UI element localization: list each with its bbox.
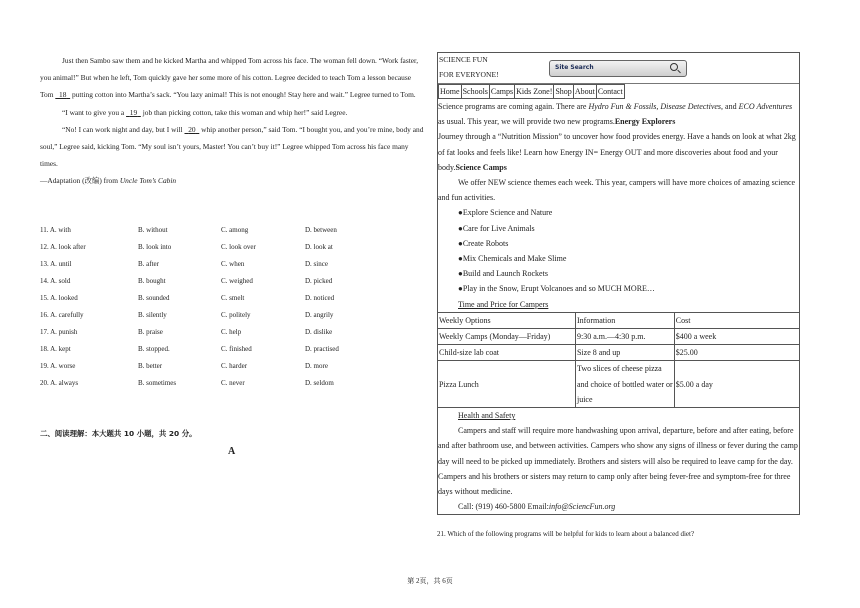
passage-text: job than picking cotton, take this woman and whip her!” said Legree. [142, 107, 348, 117]
option-cell: D. between [305, 226, 337, 234]
option-cell: B. look into [138, 243, 172, 251]
webpage-frame [437, 52, 800, 515]
option-cell: B. praise [138, 328, 163, 336]
table-cell: Size 8 and up [575, 345, 674, 361]
section-2-heading: 二、阅读理解：本大题共 10 小题，共 20 分。 [40, 429, 197, 438]
table-cell: Weekly Options [438, 312, 576, 328]
table-row [438, 361, 800, 408]
option-cell: D. look at [305, 243, 333, 251]
activity-item: ●Mix Chemicals and Make Slime [458, 254, 567, 264]
passage-paragraph-3 [40, 121, 425, 173]
option-cell: B. without [138, 226, 168, 234]
table-cell: Pizza Lunch [438, 361, 576, 408]
option-row [40, 256, 425, 273]
science-camps-text: We offer NEW science themes each week. This year, campers will have more choices of amazing science and fun activities. [438, 178, 796, 203]
option-cell: B. bought [138, 277, 166, 285]
option-cell: 12. A. look after [40, 243, 86, 251]
option-row [40, 290, 425, 307]
table-row [438, 329, 800, 345]
section-letter: A [228, 446, 236, 457]
table-cell: $25.00 [674, 345, 799, 361]
blank-19: 19 [129, 107, 138, 117]
option-cell: 20. A. always [40, 379, 79, 387]
option-cell: C. finished [221, 345, 252, 353]
site-title: SCIENCE FUN FOR EVERYONE! [439, 55, 499, 79]
table-row [438, 345, 800, 361]
programs-intro: Science programs are coming again. There are Hydro Fun & Fossils, Disease Detectives, and ECO Adventures as usual. This year, we will provide two new programs.Energy Explorers [438, 102, 793, 127]
nav-item[interactable]: Kids Zone! [514, 84, 554, 99]
table-cell: Weekly Camps (Monday—Friday) [438, 329, 576, 345]
bullet-icon: ● [458, 269, 463, 279]
search-icon[interactable] [670, 63, 678, 71]
option-row [40, 273, 425, 290]
time-price-heading: Time and Price for Campers [458, 299, 549, 309]
activities-list [438, 205, 799, 296]
option-cell: D. dislike [305, 328, 333, 336]
option-cell: C. smelt [221, 294, 245, 302]
passage-text: Just then Sambo saw them and he kicked Martha and whipped Tom across his face. The woman fell down. “Work faster, you animal!” But when he left, Tom quickly gave her some more of his cotton. Legree decided to teach Tom a lesson because Tom [40, 56, 419, 100]
option-cell: B. after [138, 260, 159, 268]
nav-item[interactable]: About [573, 84, 597, 99]
activity-item: ●Create Robots [458, 238, 509, 248]
nav-item[interactable]: Contact [596, 84, 625, 99]
option-row [40, 375, 425, 392]
energy-explorers-heading: Energy Explorers [614, 117, 676, 127]
option-cell: 17. A. punish [40, 328, 78, 336]
health-heading: Health and Safety [458, 411, 516, 421]
search-label: Site Search [555, 64, 594, 71]
bullet-icon: ● [458, 284, 463, 294]
passage-paragraph-1 [40, 52, 425, 104]
option-cell: C. help [221, 328, 242, 336]
source-title: Uncle Tom’s Cabin [119, 176, 177, 186]
adaptation-note: —Adaptation (改编) from Uncle Tom’s Cabin [40, 176, 177, 186]
option-cell: D. since [305, 260, 328, 268]
passage-paragraph-2 [40, 104, 425, 121]
nav-item[interactable]: Shop [553, 84, 573, 99]
option-cell: C. weighed [221, 277, 253, 285]
option-cell: D. seldom [305, 379, 334, 387]
option-cell: C. look over [221, 243, 256, 251]
table-cell: 9:30 a.m.—4:30 p.m. [575, 329, 674, 345]
option-cell: 13. A. until [40, 260, 72, 268]
nav-item[interactable]: Home [438, 84, 462, 99]
health-text: Campers and staff will require more handwashing upon arrival, departure, before and after eating, before and after bathroom use, and between activities. Campers who show any signs of illness or fever during the camp day will need to be picked up immediately. Brothers and sisters will also be required to leave camp for the day. Campers and his brothers or sisters may return to camp only after being fever-free and symptom-free for three days without medicine. [438, 426, 798, 497]
option-cell: D. picked [305, 277, 333, 285]
option-cell: D. noticed [305, 294, 335, 302]
price-table [437, 312, 800, 408]
table-cell: $5.00 a day [674, 361, 799, 408]
option-cell: B. sometimes [138, 379, 177, 387]
activity-item: ●Play in the Snow, Erupt Volcanoes and so MUCH MORE… [458, 284, 655, 294]
site-search-box[interactable] [549, 60, 687, 77]
activity-item: ●Explore Science and Nature [458, 208, 553, 218]
option-cell: 16. A. carefully [40, 311, 84, 319]
option-row [40, 341, 425, 358]
passage-text: whip another person,” said Tom. “I bought you, and you’re mine, body and soul,” Legree said, kicking Tom. “My soul isn’t yours, Master! You can’t buy it!” Legree whipped Tom across his face many times. [40, 124, 424, 169]
option-cell: C. politely [221, 311, 251, 319]
bullet-icon: ● [458, 238, 463, 248]
question-21: 21. Which of the following programs will be helpful for kids to learn about a balanced diet? [437, 530, 695, 538]
option-cell: 11. A. with [40, 226, 71, 234]
science-camps-heading: Science Camps [455, 162, 507, 172]
nav-item[interactable]: Camps [489, 84, 515, 99]
option-cell: C. never [221, 379, 245, 387]
passage-text: putting cotton into Martha’s sack. “You lazy animal! This is not enough! Stay here and wait.” Legree turned to Tom. [71, 90, 416, 100]
option-row [40, 358, 425, 375]
options-list [40, 222, 425, 392]
table-header-row [438, 312, 800, 328]
option-row [40, 324, 425, 341]
contact-line: Call: (919) 460-5800 Email:info@SciencFun.org [458, 502, 616, 512]
email-link[interactable]: info@SciencFun.org [548, 502, 616, 512]
option-cell: B. sounded [138, 294, 170, 302]
page-number: 第 2页，共 6页 [407, 577, 453, 585]
cloze-passage [40, 52, 425, 190]
activity-item: ●Care for Live Animals [458, 223, 535, 233]
option-cell: B. stopped. [138, 345, 170, 353]
option-cell: D. angrily [305, 311, 334, 319]
table-cell: $400 a week [674, 329, 799, 345]
bullet-icon: ● [458, 254, 463, 264]
table-cell: Cost [674, 312, 799, 328]
nav-item[interactable]: Schools [461, 84, 490, 99]
option-cell: B. better [138, 362, 163, 370]
option-cell: 14. A. sold [40, 277, 71, 285]
option-cell: 19. A. worse [40, 362, 76, 370]
passage-text: “No! I can work night and day, but I will [62, 124, 183, 134]
activity-item: ●Build and Launch Rockets [458, 269, 548, 279]
option-cell: D. more [305, 362, 328, 370]
option-cell: C. harder [221, 362, 248, 370]
site-nav [438, 84, 799, 99]
option-cell: 18. A. kept [40, 345, 71, 353]
blank-18: 18 [59, 90, 67, 100]
table-cell: Child-size lab coat [438, 345, 576, 361]
table-cell: Two slices of cheese pizza and choice of bottled water or juice [575, 361, 674, 408]
option-cell: D. practised [305, 345, 339, 353]
option-cell: C. among [221, 226, 249, 234]
blank-20: 20 [188, 124, 196, 134]
option-row [40, 239, 425, 256]
bullet-icon: ● [458, 223, 463, 233]
passage-text: “I want to give you a [62, 107, 125, 117]
energy-explorers-text: Journey through a “Nutrition Mission” to uncover how food provides energy. Have a hands on look at what 2kg of fat looks and feels like! Learn how Energy IN= Energy OUT and more discoveries about food and your body.Science Camps [438, 132, 796, 172]
option-cell: B. silently [138, 311, 167, 319]
table-cell: Information [575, 312, 674, 328]
site-banner [438, 53, 799, 84]
option-row [40, 222, 425, 239]
option-cell: 15. A. looked [40, 294, 78, 302]
option-cell: C. when [221, 260, 245, 268]
site-content [438, 99, 799, 514]
bullet-icon: ● [458, 208, 463, 218]
option-row [40, 307, 425, 324]
